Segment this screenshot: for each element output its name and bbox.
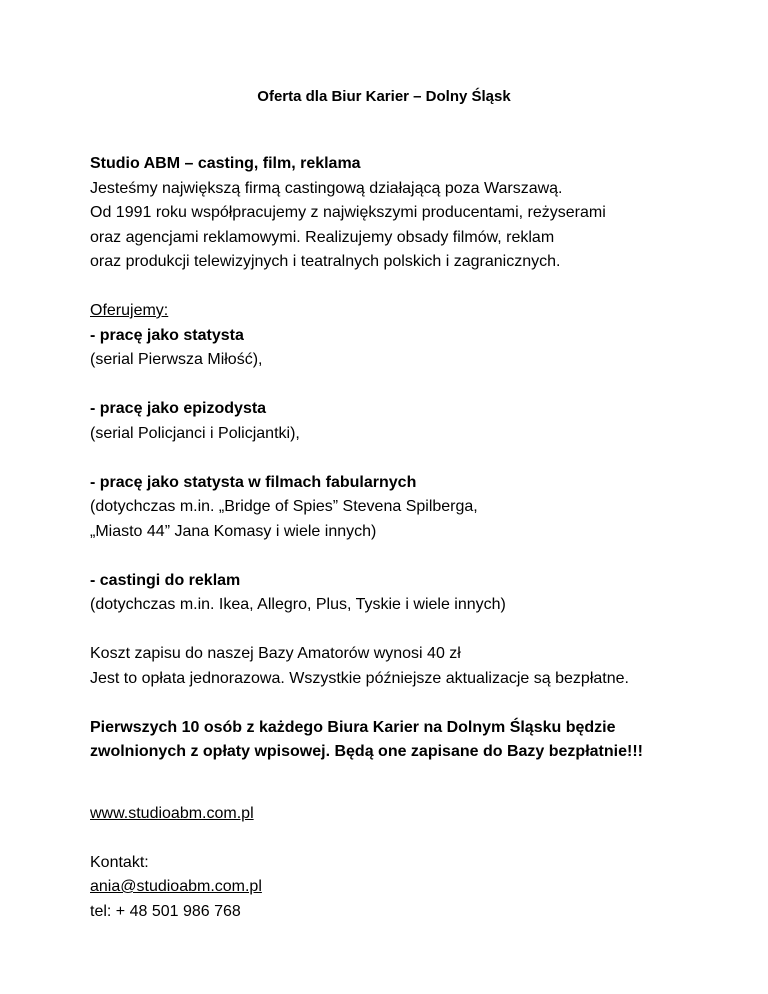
intro-section — [90, 152, 680, 275]
contact-phone: tel: + 48 501 986 768 — [90, 902, 241, 920]
document-content — [90, 152, 680, 924]
spacer — [90, 446, 680, 471]
promo-line: Pierwszych 10 osób z każdego Biura Karier na Dolnym Śląsku będzie — [90, 718, 616, 736]
contact-label: Kontakt: — [90, 853, 149, 871]
intro-line: Od 1991 roku współpracujemy z największymi producentami, reżyserami — [90, 204, 606, 221]
intro-heading: Studio ABM – casting, film, reklama — [90, 155, 361, 172]
spacer — [90, 618, 680, 643]
spacer — [90, 275, 680, 300]
spacer — [90, 826, 680, 851]
spacer — [90, 765, 680, 802]
website-link[interactable]: www.studioabm.com.pl — [90, 804, 254, 822]
intro-line: Jesteśmy największą firmą castingową działającą poza Warszawą. — [90, 179, 563, 197]
offer-heading: Oferujemy: — [90, 302, 169, 319]
promo-line: zwolnionych z opłaty wpisowej. Będą one zapisane do Bazy bezpłatnie!!! — [90, 743, 643, 760]
offer-item-detail: (serial Pierwsza Miłość), — [90, 351, 263, 368]
offer-section — [90, 299, 680, 618]
offer-item-detail: (dotychczas m.in. Ikea, Allegro, Plus, Tyskie i wiele innych) — [90, 596, 506, 613]
offer-item-detail: (dotychczas m.in. „Bridge of Spies” Stevena Spilberga, — [90, 498, 478, 515]
intro-line: oraz produkcji telewizyjnych i teatralnych polskich i zagranicznych. — [90, 253, 561, 270]
fee-section — [90, 642, 680, 691]
contact-section — [90, 851, 680, 925]
offer-item-detail: (serial Policjanci i Policjantki), — [90, 424, 300, 442]
offer-item-title: - pracę jako statysta — [90, 326, 244, 344]
spacer — [90, 373, 680, 398]
offer-item-title: - pracę jako statysta w filmach fabularnych — [90, 473, 417, 491]
offer-item-title: - pracę jako epizodysta — [90, 400, 267, 417]
offer-item-detail: „Miasto 44” Jana Komasy i wiele innych) — [90, 522, 377, 540]
intro-line: oraz agencjami reklamowymi. Realizujemy obsady filmów, reklam — [90, 228, 555, 246]
contact-email-link[interactable]: ania@studioabm.com.pl — [90, 878, 262, 895]
fee-line: Koszt zapisu do naszej Bazy Amatorów wynosi 40 zł — [90, 645, 461, 662]
offer-item-title: - castingi do reklam — [90, 571, 241, 589]
spacer — [90, 544, 680, 569]
spacer — [90, 691, 680, 716]
fee-line: Jest to opłata jednorazowa. Wszystkie późniejsze aktualizacje są bezpłatne. — [90, 669, 629, 687]
promo-section — [90, 716, 680, 765]
document-title: Oferta dla Biur Karier – Dolny Śląsk — [257, 88, 511, 105]
